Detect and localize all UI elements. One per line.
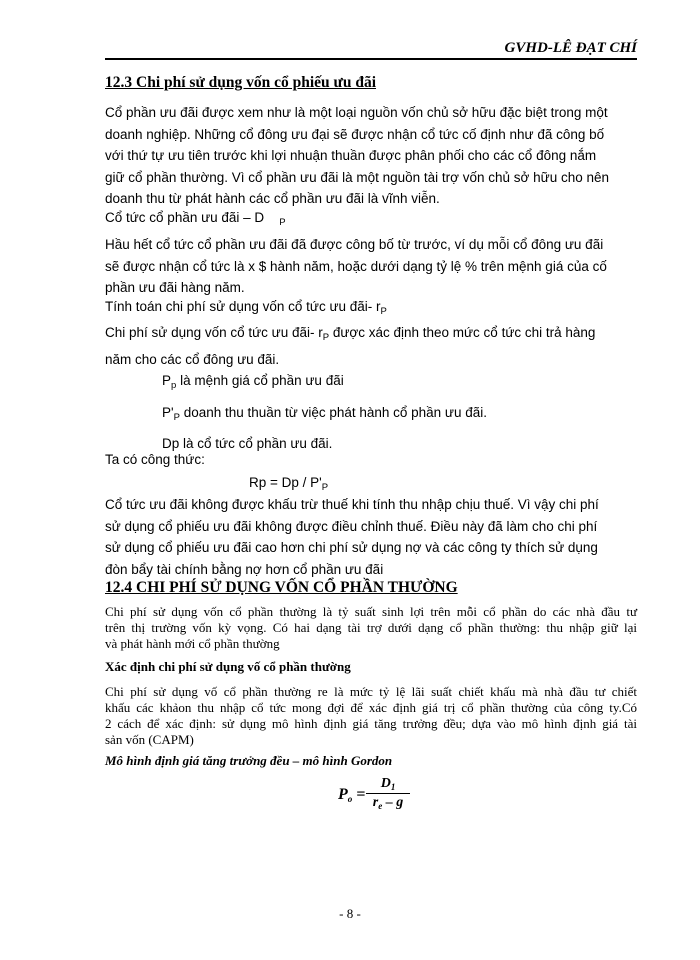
calc-sub: P bbox=[380, 306, 387, 317]
section-12-3-heading: 12.3 Chi phí sử dụng vốn cổ phiếu ưu đãi bbox=[105, 74, 377, 91]
lhs-p: P bbox=[338, 786, 348, 803]
text-line: phần ưu đãi hàng năm. bbox=[105, 280, 245, 295]
formula-sub: P bbox=[321, 482, 329, 493]
text-line: sử dụng cổ phiếu ưu đãi cao hơn chi phí sử dụng nợ và các công ty thích sử dụng bbox=[105, 540, 598, 555]
var1-a: P bbox=[162, 373, 172, 388]
text-line: Cổ tức ưu đãi không được khấu trừ thuế khi tính thu nhập chịu thuế. Vì vậy chi phí bbox=[105, 497, 599, 512]
text-line: Hầu hết cổ tức cổ phần ưu đãi đã được công bố từ trước, ví dụ mỗi cổ đông ưu đãi bbox=[105, 237, 604, 252]
calc-label bbox=[105, 296, 637, 323]
def-line1-a: Chi phí sử dụng vốn cổ tức ưu đãi- r bbox=[105, 325, 323, 340]
text-line: doanh nghiệp. Những cổ đông ưu đại sẽ được nhận cổ tức cố định như đã công bố bbox=[105, 126, 605, 142]
section-12-4-heading: 12.4 CHI PHÍ SỬ DỤNG VỐN CỔ PHẦN THƯỜNG bbox=[105, 579, 458, 596]
text-line: đòn bẩy tài chính bằng nợ hơn cổ phần ưu đãi bbox=[105, 561, 384, 577]
text-line: và phát hành mới cổ phần thường bbox=[105, 636, 280, 651]
den-g: – g bbox=[382, 795, 404, 810]
dividend-text bbox=[105, 234, 637, 299]
num-d: D bbox=[380, 776, 391, 791]
dividend-label bbox=[105, 207, 637, 234]
text-line: trên thị trường vốn kỳ vọng. Có hai dạng tài trợ dưới dạng cổ phần thường: thu nhập giữ lại bbox=[105, 620, 637, 635]
section-12-4-intro bbox=[105, 604, 637, 652]
var2-a: P' bbox=[162, 404, 174, 420]
lhs-sub: o bbox=[347, 794, 353, 804]
text-line: sản vốn (CAPM) bbox=[105, 732, 194, 747]
fraction-bar bbox=[366, 793, 410, 794]
formula-text: Rp = Dp / P' bbox=[249, 475, 322, 490]
denominator bbox=[366, 795, 410, 811]
text-line: Cổ phần ưu đãi được xem như là một loại nguồn vốn chủ sở hữu đặc biệt trong một bbox=[105, 105, 608, 120]
var3: Dp là cổ tức cổ phần ưu đãi. bbox=[162, 436, 333, 451]
formula-label-text: Ta có công thức: bbox=[105, 452, 205, 467]
text-line: Chi phí sử dụng vố cổ phần thường re là mức tỷ lệ lãi suất chiết khấu mà nhà đầu tư chiết bbox=[105, 684, 637, 699]
var1-sub: p bbox=[171, 380, 177, 391]
equals-sign: = bbox=[352, 786, 366, 803]
formula-fraction bbox=[366, 776, 410, 811]
page-header: GVHD-LÊ ĐẠT CHÍ bbox=[504, 40, 637, 56]
determine-text bbox=[105, 684, 637, 748]
section-12-3-intro bbox=[105, 102, 637, 210]
dividend-sub: P bbox=[279, 217, 286, 228]
var2-sub: P bbox=[173, 411, 180, 423]
definition-text bbox=[105, 322, 637, 370]
calc-label-text: Tính toán chi phí sử dụng vốn cổ tức ưu đãi- r bbox=[105, 299, 381, 314]
def-line1-sub: P bbox=[322, 332, 330, 343]
text-line: sẽ được nhận cổ tức là x $ hành năm, hoặc dưới dạng tỷ lệ % trên mệnh giá của cố bbox=[105, 258, 607, 274]
def-line1-b: được xác định theo mức cổ tức chi trả hàng bbox=[329, 325, 596, 340]
variable-list bbox=[162, 370, 632, 455]
numerator bbox=[366, 776, 410, 792]
text-line: sử dụng cổ phiếu ưu đãi không được điều chỉnh thuế. Điều này đã làm cho chi phí bbox=[105, 518, 598, 534]
text-line: Chi phí sử dụng vốn cổ phần thường là tỷ suất sinh lợi trên mỗi cổ phần do các nhà đầu tư bbox=[105, 604, 637, 619]
tax-text bbox=[105, 494, 637, 580]
den-sub: e bbox=[378, 801, 383, 811]
text-line: 2 cách để xác định: sử dụng mô hình định giá tăng trưởng đều; dựa vào mô hình định giá tài bbox=[105, 716, 637, 731]
formula-label bbox=[105, 449, 637, 471]
num-sub: 1 bbox=[390, 782, 396, 792]
formula-lhs bbox=[338, 786, 365, 804]
model-title: Mô hình định giá tăng trưởng đều – mô hình Gordon bbox=[105, 753, 393, 768]
text-line: khấu các khảon thu nhập cổ tức mong đợi để xác định giá trị cổ phần thường của công ty.Có bbox=[105, 700, 637, 715]
var2-b: doanh thu thuần từ việc phát hành cổ phần ưu đãi. bbox=[179, 404, 487, 420]
text-line: năm cho các cổ đông ưu đãi. bbox=[105, 351, 280, 367]
page-number: - 8 - bbox=[339, 906, 361, 921]
text-line: giữ cổ phần thường. Vì cổ phần ưu đãi là một nguồn tài trợ vốn chủ sở hữu cho nên bbox=[105, 169, 610, 185]
var1-b: là mệnh giá cổ phần ưu đãi bbox=[176, 373, 344, 388]
text-line: doanh thu từ phát hành các cổ phần ưu đãi là vĩnh viễn. bbox=[105, 191, 440, 206]
text-line: với thứ tự ưu tiên trước khi lợi nhuận thuần được phân phối cho các cổ đông nắm bbox=[105, 148, 597, 163]
den-r: r bbox=[372, 795, 379, 810]
dividend-label-text: Cổ tức cổ phần ưu đãi – D bbox=[105, 210, 265, 225]
subheading: Xác định chi phí sử dụng vố cổ phần thường bbox=[105, 659, 351, 674]
header-rule bbox=[105, 58, 637, 60]
gordon-formula bbox=[338, 776, 418, 816]
